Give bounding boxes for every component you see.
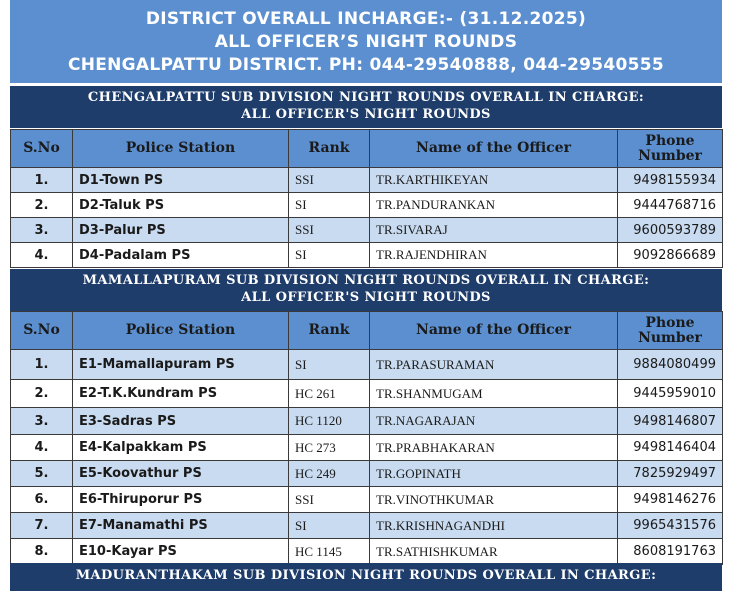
section-subheading-line: ALL OFFICER'S NIGHT ROUNDS xyxy=(241,290,491,305)
cell-sno: 2. xyxy=(11,380,73,408)
table-row xyxy=(11,461,723,487)
cell-station: D1-Town PS xyxy=(73,168,289,193)
cell-phone: 9498155934 xyxy=(618,168,723,193)
cell-officer: TR.PRABHAKARAN xyxy=(370,435,618,461)
cell-station: E1-Mamallapuram PS xyxy=(73,350,289,380)
section-heading-mamallapuram xyxy=(10,269,722,311)
table-header-row xyxy=(11,130,723,168)
cell-station: D3-Palur PS xyxy=(73,218,289,243)
cell-station: E4-Kalpakkam PS xyxy=(73,435,289,461)
cell-sno: 4. xyxy=(11,243,73,268)
column-header-phone: Phone Number xyxy=(618,130,723,168)
table-row xyxy=(11,408,723,435)
table-row xyxy=(11,487,723,513)
cell-phone: 7825929497 xyxy=(618,461,723,487)
cell-rank: HC 1145 xyxy=(289,539,370,565)
cell-rank: HC 273 xyxy=(289,435,370,461)
cell-phone: 9498146807 xyxy=(618,408,723,435)
cell-station: E7-Manamathi PS xyxy=(73,513,289,539)
table-row xyxy=(11,168,723,193)
roster-table-chengalpattu xyxy=(10,129,723,268)
cell-rank: HC 1120 xyxy=(289,408,370,435)
section-heading-line: MAMALLAPURAM SUB DIVISION NIGHT ROUNDS OVERALL IN CHARGE: xyxy=(82,273,650,288)
column-header-rank: Rank xyxy=(289,312,370,350)
cell-sno: 2. xyxy=(11,193,73,218)
cell-officer: TR.NAGARAJAN xyxy=(370,408,618,435)
cell-rank: HC 249 xyxy=(289,461,370,487)
cell-phone: 9498146276 xyxy=(618,487,723,513)
cell-phone: 9498146404 xyxy=(618,435,723,461)
column-header-phone: Phone Number xyxy=(618,312,723,350)
section-heading-maduranthakam xyxy=(10,563,722,591)
cell-officer: TR.PARASURAMAN xyxy=(370,350,618,380)
cell-sno: 1. xyxy=(11,350,73,380)
cell-station: E10-Kayar PS xyxy=(73,539,289,565)
column-header-sno: S.No xyxy=(11,130,73,168)
cell-phone: 9884080499 xyxy=(618,350,723,380)
cell-officer: TR.SATHISHKUMAR xyxy=(370,539,618,565)
cell-officer: TR.KARTHIKEYAN xyxy=(370,168,618,193)
column-header-station: Police Station xyxy=(73,130,289,168)
cell-rank: SI xyxy=(289,513,370,539)
cell-officer: TR.SIVARAJ xyxy=(370,218,618,243)
section-heading-chengalpattu xyxy=(10,86,722,128)
cell-officer: TR.RAJENDHIRAN xyxy=(370,243,618,268)
table-row xyxy=(11,243,723,268)
table-header-row xyxy=(11,312,723,350)
table-row xyxy=(11,193,723,218)
cell-phone: 8608191763 xyxy=(618,539,723,565)
cell-station: E3-Sadras PS xyxy=(73,408,289,435)
cell-sno: 3. xyxy=(11,218,73,243)
cell-rank: SI xyxy=(289,243,370,268)
cell-station: D4-Padalam PS xyxy=(73,243,289,268)
table-row xyxy=(11,539,723,565)
cell-rank: SI xyxy=(289,193,370,218)
cell-officer: TR.VINOTHKUMAR xyxy=(370,487,618,513)
cell-phone: 9092866689 xyxy=(618,243,723,268)
cell-rank: SI xyxy=(289,350,370,380)
title-line-district-phone: CHENGALPATTU DISTRICT. PH: 044-29540888, 044-29540555 xyxy=(67,55,665,75)
table-row xyxy=(11,513,723,539)
table-row xyxy=(11,350,723,380)
cell-sno: 5. xyxy=(11,461,73,487)
cell-sno: 8. xyxy=(11,539,73,565)
column-header-officer: Name of the Officer xyxy=(370,312,618,350)
cell-rank: SSI xyxy=(289,168,370,193)
cell-station: E5-Koovathur PS xyxy=(73,461,289,487)
title-line-rounds: ALL OFFICER’S NIGHT ROUNDS xyxy=(214,32,518,52)
cell-station: E6-Thiruporur PS xyxy=(73,487,289,513)
cell-officer: TR.SHANMUGAM xyxy=(370,380,618,408)
cell-phone: 9600593789 xyxy=(618,218,723,243)
cell-officer: TR.GOPINATH xyxy=(370,461,618,487)
cell-officer: TR.KRISHNAGANDHI xyxy=(370,513,618,539)
section-subheading-line: ALL OFFICER'S NIGHT ROUNDS xyxy=(241,107,491,122)
title-line-date: DISTRICT OVERALL INCHARGE:- (31.12.2025) xyxy=(145,9,587,29)
cell-officer: TR.PANDURANKAN xyxy=(370,193,618,218)
section-heading-line: MADURANTHAKAM SUB DIVISION NIGHT ROUNDS OVERALL IN CHARGE: xyxy=(75,568,657,583)
table-row xyxy=(11,380,723,408)
cell-phone: 9965431576 xyxy=(618,513,723,539)
cell-rank: SSI xyxy=(289,487,370,513)
document-title-block xyxy=(10,0,722,83)
cell-phone: 9445959010 xyxy=(618,380,723,408)
cell-sno: 4. xyxy=(11,435,73,461)
column-header-rank: Rank xyxy=(289,130,370,168)
column-header-officer: Name of the Officer xyxy=(370,130,618,168)
cell-sno: 6. xyxy=(11,487,73,513)
column-header-sno: S.No xyxy=(11,312,73,350)
table-row xyxy=(11,435,723,461)
cell-sno: 7. xyxy=(11,513,73,539)
cell-phone: 9444768716 xyxy=(618,193,723,218)
roster-table-mamallapuram xyxy=(10,311,723,565)
cell-station: E2-T.K.Kundram PS xyxy=(73,380,289,408)
column-header-station: Police Station xyxy=(73,312,289,350)
cell-rank: SSI xyxy=(289,218,370,243)
cell-sno: 3. xyxy=(11,408,73,435)
table-row xyxy=(11,218,723,243)
cell-station: D2-Taluk PS xyxy=(73,193,289,218)
section-heading-line: CHENGALPATTU SUB DIVISION NIGHT ROUNDS OVERALL IN CHARGE: xyxy=(87,90,645,105)
cell-sno: 1. xyxy=(11,168,73,193)
cell-rank: HC 261 xyxy=(289,380,370,408)
